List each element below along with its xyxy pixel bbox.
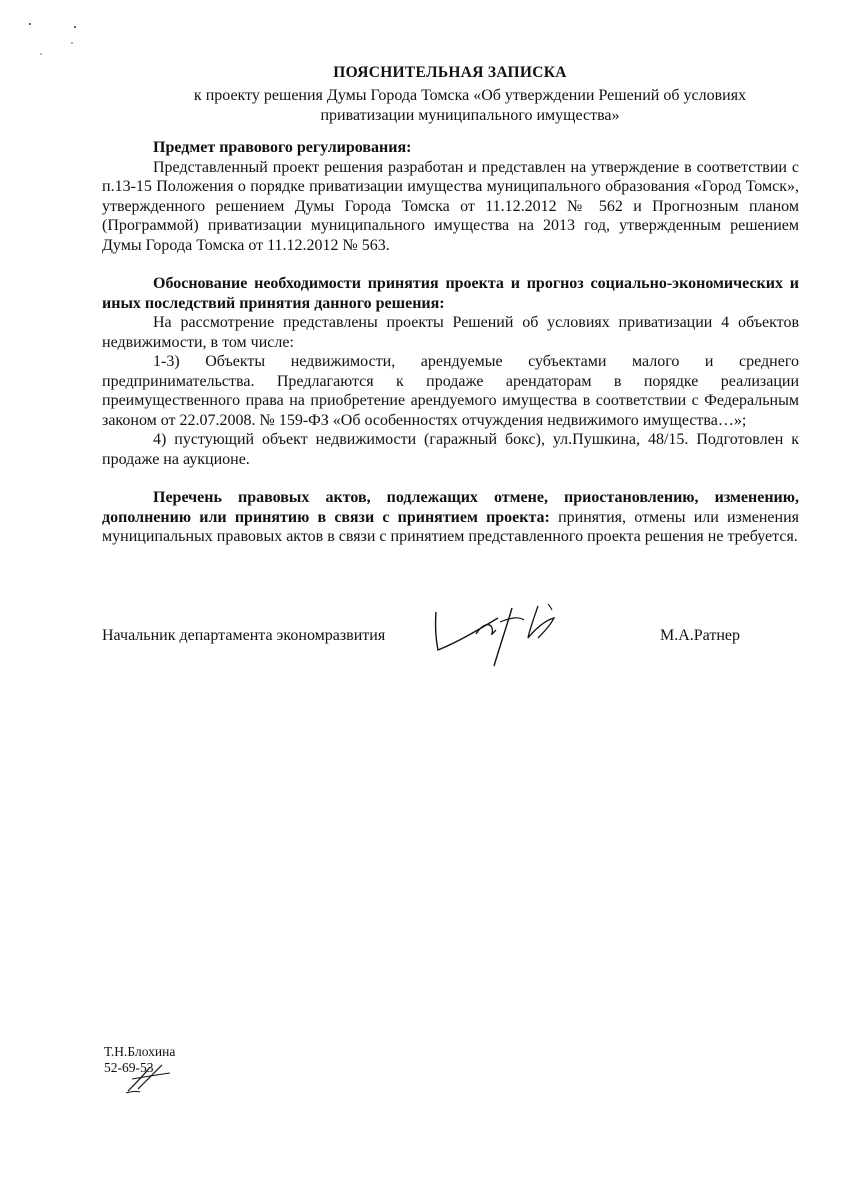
document-title: ПОЯСНИТЕЛЬНАЯ ЗАПИСКА [333, 64, 567, 81]
document-body [102, 138, 799, 547]
section-1-text: Представленный проект решения разработан и представлен на утверждение в соответствии с п.13-15 Положения о порядке приватизации имущества муниципального образования «Город Томск», утвержденного решением Думы Города Томска от 11.12.2012 № 562 и Прогнозным планом (Программой) приватизации муниципального имущества на 2013 год, утвержденным решением Думы Города Томска от 11.12.2012 № 563. [102, 158, 799, 254]
signer-position: Начальник департамента экономразвития [102, 627, 386, 644]
document-subtitle [140, 86, 800, 126]
executor-phone: 52-69-53 [104, 1060, 154, 1075]
section-3-text: принятия, отмены или изменения муниципальных правовых актов в связи с принятием представленного проекта решения не требуется. [102, 508, 799, 545]
signer-name: М.А.Ратнер [660, 627, 741, 644]
section-1-heading: Предмет правового регулирования: [153, 139, 412, 156]
subtitle-line-2: приватизации муниципального имущества» [320, 107, 620, 124]
section-3-heading: Перечень правовых актов, подлежащих отмене, приостановлению, изменению, дополнению или принятию в связи с принятием проекта: [102, 489, 799, 526]
subtitle-line-1: к проекту решения Думы Города Томска «Об утверждении Решений об условиях [193, 87, 747, 104]
section-2-heading: Обоснование необходимости принятия проекта и прогноз социально-экономических и иных последствий принятия данного решения: [102, 275, 799, 312]
scan-specks [0, 0, 120, 70]
executor-name: Т.Н.Блохина [104, 1044, 176, 1059]
section-3-paragraph [102, 488, 799, 547]
section-2-intro: На рассмотрение представлены проекты Решений об условиях приватизации 4 объектов недвижимости, в том числе: [102, 314, 799, 351]
handwritten-signature [430, 604, 575, 674]
handwritten-initials [126, 1061, 178, 1095]
signature-block [102, 624, 799, 684]
section-2-item-1: 1-3) Объекты недвижимости, арендуемые субъектами малого и среднего предпринимательства. Предлагаются к продаже арендаторам в порядке реализации преимущественного права на приобретение арендуемого имущества в соответствии с Федеральным законом от 22.07.2008. № 159-ФЗ «Об особенностях отчуждения недвижимого имущества…»; [102, 353, 799, 429]
section-2-item-2: 4) пустующий объект недвижимости (гаражный бокс), ул.Пушкина, 48/15. Подготовлен к продаже на аукционе. [102, 431, 799, 468]
